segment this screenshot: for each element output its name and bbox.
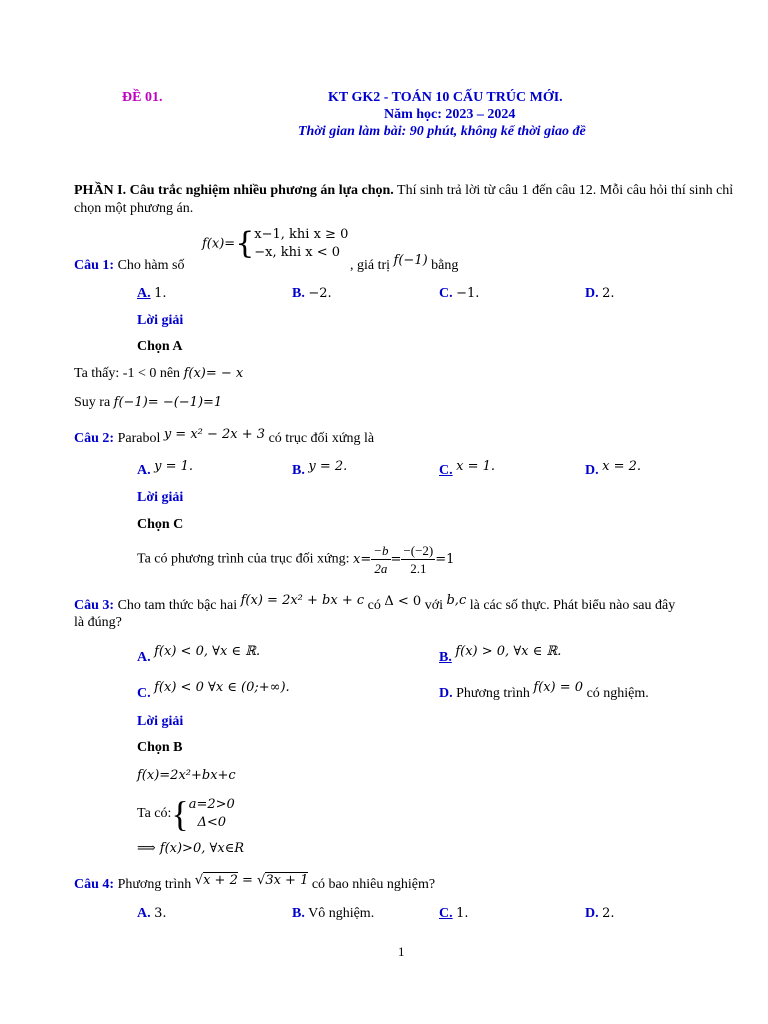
- q2-solution-label: Lời giải: [137, 490, 184, 505]
- q1-solution-line1: Ta thấy: -1 < 0 nên f(x)= − x: [74, 366, 244, 381]
- q1-text-c: bằng: [431, 258, 459, 273]
- q4-option-b[interactable]: B. Vô nghiệm.: [292, 906, 375, 921]
- q3-choice: Chọn B: [137, 740, 183, 755]
- q1-case1: x−1, khi x ≥ 0: [254, 227, 349, 242]
- q3-solution-line3: ⟹ f(x)>0, ∀x∈R: [137, 841, 245, 856]
- q2-option-d[interactable]: D. x = 2.: [585, 459, 642, 478]
- q2-solution-line1: Ta có phương trình của trục đối xứng: x= $\frac{-b}{2a}$ = $\frac{-(-2)}{2.1}$ =1: [137, 543, 455, 576]
- q1-text-a: Cho hàm số: [114, 258, 185, 273]
- q1-choice: Chọn A: [137, 339, 183, 354]
- part1-text: Thí sinh trả lời từ câu 1 đến câu 12. Mỗi câu hỏi thí sinh chỉ chọn một phương án.: [74, 183, 734, 216]
- sqrt-symbol: √: [194, 873, 204, 888]
- q2-option-a[interactable]: A. y = 1.: [137, 459, 194, 478]
- q1-case2: −x, khi x < 0: [254, 245, 341, 260]
- page-number: 1: [398, 944, 405, 959]
- q3-option-b[interactable]: B. f(x) > 0, ∀x ∈ ℝ.: [439, 644, 562, 665]
- q1-line-start: [74, 258, 184, 274]
- q2-option-b[interactable]: B. y = 2.: [292, 459, 348, 478]
- q1-option-c[interactable]: C. −1.: [439, 286, 480, 301]
- exam-code: ĐỀ 01.: [122, 90, 163, 105]
- q2-option-c[interactable]: C. x = 1.: [439, 459, 496, 478]
- sqrt-symbol: √: [257, 873, 266, 888]
- exam-title: KT GK2 - TOÁN 10 CẤU TRÚC MỚI.: [328, 90, 563, 105]
- q1-func-name: f(x)=: [202, 236, 236, 252]
- q3-stem-line1: Câu 3: Cho tam thức bậc hai f(x) = 2x² + bx + c có Δ < 0 với b,c là các số thực. Phát biểu nào sau đây: [74, 593, 676, 613]
- q3-option-d[interactable]: D. Phương trình f(x) = 0 có nghiệm.: [439, 680, 649, 701]
- q4-stem: Câu 4: Phương trình √x + 2 = √3x + 1 có bao nhiêu nghiệm?: [74, 873, 436, 892]
- q1-text-b: , giá trị: [350, 258, 391, 273]
- q3-option-a[interactable]: A. f(x) < 0, ∀x ∈ ℝ.: [137, 644, 261, 665]
- q3-option-c[interactable]: C. f(x) < 0 ∀x ∈ (0;+∞).: [137, 680, 290, 701]
- school-year: Năm học: 2023 – 2024: [384, 107, 516, 122]
- part1-intro: [74, 182, 734, 218]
- q3-solution-label: Lời giải: [137, 714, 184, 729]
- q1-piecewise: f(x)={ x−1, khi x ≥ 0 −x, khi x < 0: [202, 226, 349, 261]
- q1-option-b[interactable]: B. −2.: [292, 286, 332, 301]
- q4-option-a[interactable]: A. 3.: [137, 906, 167, 921]
- q1-line-end: [350, 253, 459, 274]
- q4-option-c[interactable]: C. 1.: [439, 906, 469, 921]
- q1-option-a[interactable]: A. 1.: [137, 286, 167, 301]
- q4-option-d[interactable]: D. 2.: [585, 906, 615, 921]
- part1-heading: PHẦN I. Câu trắc nghiệm nhiều phương án lựa chọn.: [74, 183, 394, 198]
- q3-solution-system: Ta có:{ a=2>0 Δ<0: [137, 794, 235, 834]
- q1-label: Câu 1:: [74, 258, 115, 273]
- q2-fraction-2: $\frac{-(-2)}{2.1}$: [403, 543, 434, 576]
- q1-solution-line2: Suy ra f(−1)= −(−1)=1: [74, 395, 223, 410]
- q3-stem-line2: là đúng?: [74, 615, 122, 630]
- q3-solution-line1: f(x)=2x²+bx+c: [137, 768, 236, 783]
- q2-stem: Câu 2: Parabol y = x² − 2x + 3 có trục đối xứng là: [74, 427, 375, 446]
- q2-parabola: y = x² − 2x + 3: [163, 427, 266, 442]
- q1-option-d[interactable]: D. 2.: [585, 286, 615, 301]
- q2-fraction-1: $\frac{-b}{2a}$: [373, 543, 389, 576]
- time-limit: Thời gian làm bài: 90 phút, không kể thời giao đề: [298, 124, 586, 139]
- q1-solution-label: Lời giải: [137, 313, 184, 328]
- q1-f-minus1: f(−1): [393, 253, 428, 268]
- q2-choice: Chọn C: [137, 517, 184, 532]
